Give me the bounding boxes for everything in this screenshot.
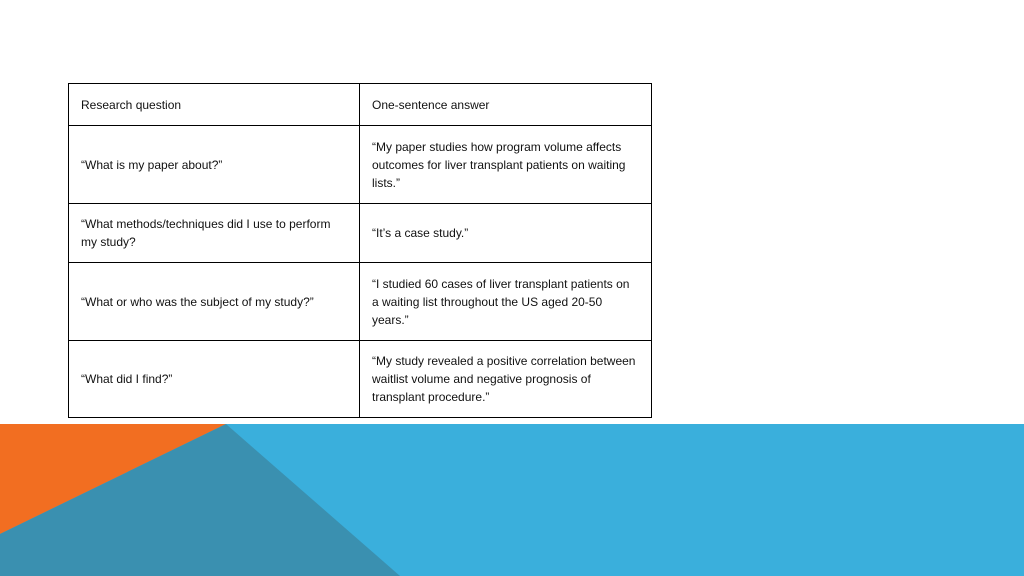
question-cell: “What is my paper about?” [69, 126, 360, 204]
answer-cell: “I studied 60 cases of liver transplant patients on a waiting list throughout the US aged 20-50 years.” [360, 263, 652, 341]
decorative-footer-band [0, 424, 1024, 576]
answer-cell: “It’s a case study.” [360, 204, 652, 263]
question-cell: “What methods/techniques did I use to perform my study? [69, 204, 360, 263]
table-row [69, 263, 652, 341]
answer-cell: “My study revealed a positive correlation between waitlist volume and negative prognosis of transplant procedure.” [360, 341, 652, 418]
header-research-question: Research question [69, 84, 360, 126]
research-summary-table [68, 83, 652, 418]
table-row [69, 204, 652, 263]
answer-cell: “My paper studies how program volume affects outcomes for liver transplant patients on waiting lists.” [360, 126, 652, 204]
header-one-sentence-answer: One-sentence answer [360, 84, 652, 126]
question-cell: “What or who was the subject of my study?” [69, 263, 360, 341]
question-cell: “What did I find?” [69, 341, 360, 418]
table-row [69, 126, 652, 204]
table-row [69, 341, 652, 418]
table-header-row [69, 84, 652, 126]
